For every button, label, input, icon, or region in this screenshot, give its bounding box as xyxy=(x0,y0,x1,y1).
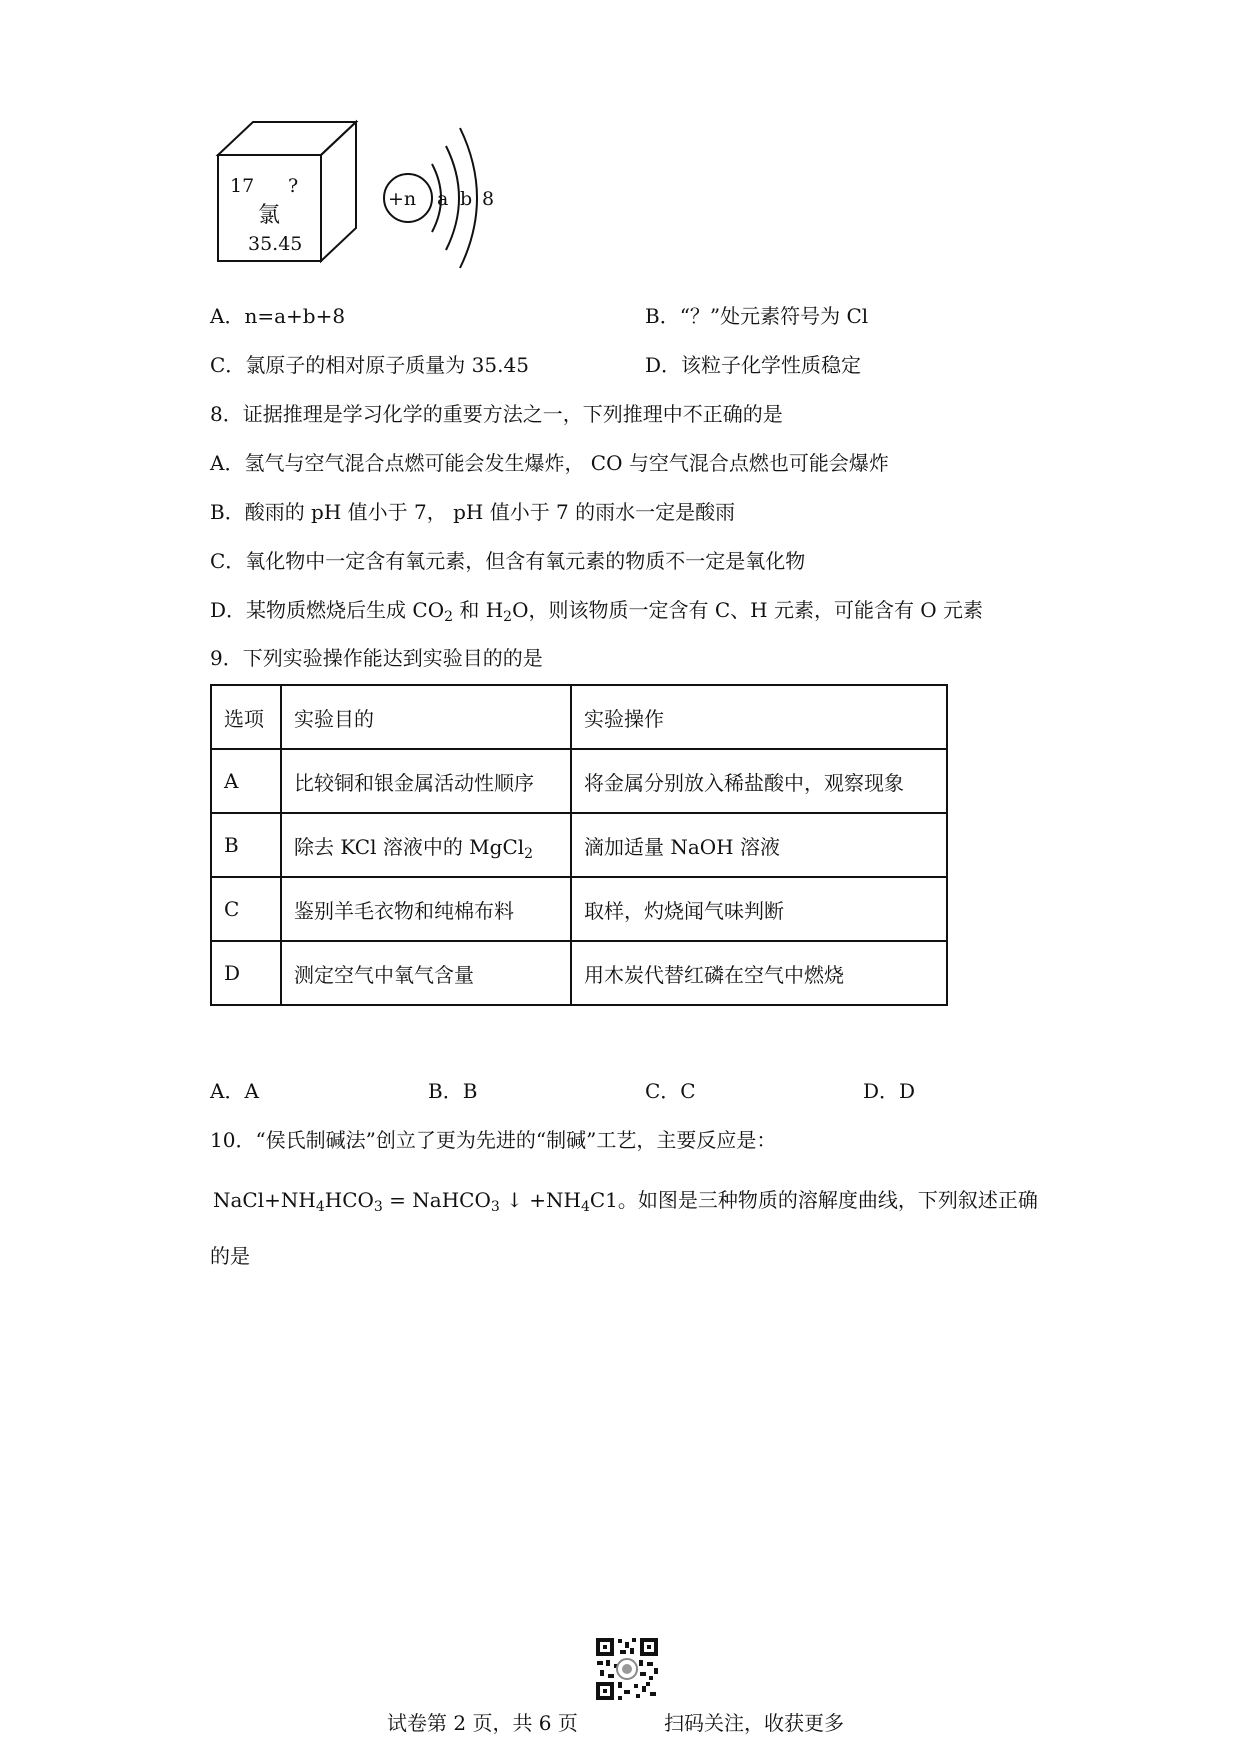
element-name: 氯 xyxy=(258,203,281,228)
q7-option-a: A．n=a+b+8 xyxy=(210,304,346,328)
q9-answer-d: D．D xyxy=(863,1079,916,1103)
q9-answer-a: A．A xyxy=(210,1079,259,1103)
scan-prompt: 扫码关注，收获更多 xyxy=(664,1711,844,1735)
shell-2-electrons: b xyxy=(460,188,473,210)
shell-3-electrons: 8 xyxy=(482,188,495,210)
table-row: C 鉴别羊毛衣物和纯棉布料 取样，灼烧闻气味判断 xyxy=(211,877,947,941)
header-option: 选项 xyxy=(211,685,281,749)
q10-equation: $NaCl+NH_4HCO_3$ = NaHCO$_3$ ↓ $+NH_4C1$。如图是三种物质的溶解度曲线，下列叙述正确 xyxy=(213,1188,1038,1215)
qr-code-icon[interactable] xyxy=(594,1636,660,1702)
q10-stem: 10．“侯氏制碱法”创立了更为先进的“制碱”工艺，主要反应是： xyxy=(210,1128,777,1152)
q8-stem: 8．证据推理是学习化学的重要方法之一，下列推理中不正确的是 xyxy=(210,402,783,426)
element-symbol-unknown: ? xyxy=(288,175,299,197)
header-operation: 实验操作 xyxy=(571,685,947,749)
q10-continuation: 的是 xyxy=(210,1244,250,1268)
atomic-mass: 35.45 xyxy=(248,233,303,255)
table-row: D 测定空气中氧气含量 用木炭代替红磷在空气中燃烧 xyxy=(211,941,947,1005)
q9-answer-b: B．B xyxy=(428,1079,478,1103)
q8-option-b: B．酸雨的 pH 值小于 7， pH 值小于 7 的雨水一定是酸雨 xyxy=(210,500,736,524)
atomic-number: 17 xyxy=(230,175,255,197)
q7-option-d: D．该粒子化学性质稳定 xyxy=(645,353,862,377)
shell-1-electrons: a xyxy=(437,188,449,210)
table-row: A 比较铜和银金属活动性顺序 将金属分别放入稀盐酸中，观察现象 xyxy=(211,749,947,813)
table-row: B 除去 KCl 溶液中的 MgCl$_2$ 滴加适量 NaOH 溶液 xyxy=(211,813,947,877)
table-header-row xyxy=(211,685,947,749)
chlorine-figure xyxy=(210,118,500,276)
q8-option-d: D．某物质燃烧后生成 $CO_2$ 和 $H_2O$，则该物质一定含有 C、H 元素，可能含有 O 元素 xyxy=(210,598,984,625)
q9-answer-c: C．C xyxy=(645,1079,696,1103)
q7-option-c: C．氯原子的相对原子质量为 35.45 xyxy=(210,353,529,377)
q9-table xyxy=(210,684,948,1006)
q8-option-c: C．氧化物中一定含有氧元素，但含有氧元素的物质不一定是氧化物 xyxy=(210,549,806,573)
cube-side-face xyxy=(321,122,356,261)
cube-top-face xyxy=(218,122,356,155)
nucleus-label: +n xyxy=(388,188,417,210)
q8-option-a: A．氢气与空气混合点燃可能会发生爆炸， CO 与空气混合点燃也可能会爆炸 xyxy=(210,451,889,475)
q9-stem: 9．下列实验操作能达到实验目的的是 xyxy=(210,646,543,670)
header-goal: 实验目的 xyxy=(281,685,571,749)
page-number: 试卷第 2 页，共 6 页 xyxy=(387,1711,578,1735)
q7-option-b: B．“？”处元素符号为 Cl xyxy=(645,304,869,328)
